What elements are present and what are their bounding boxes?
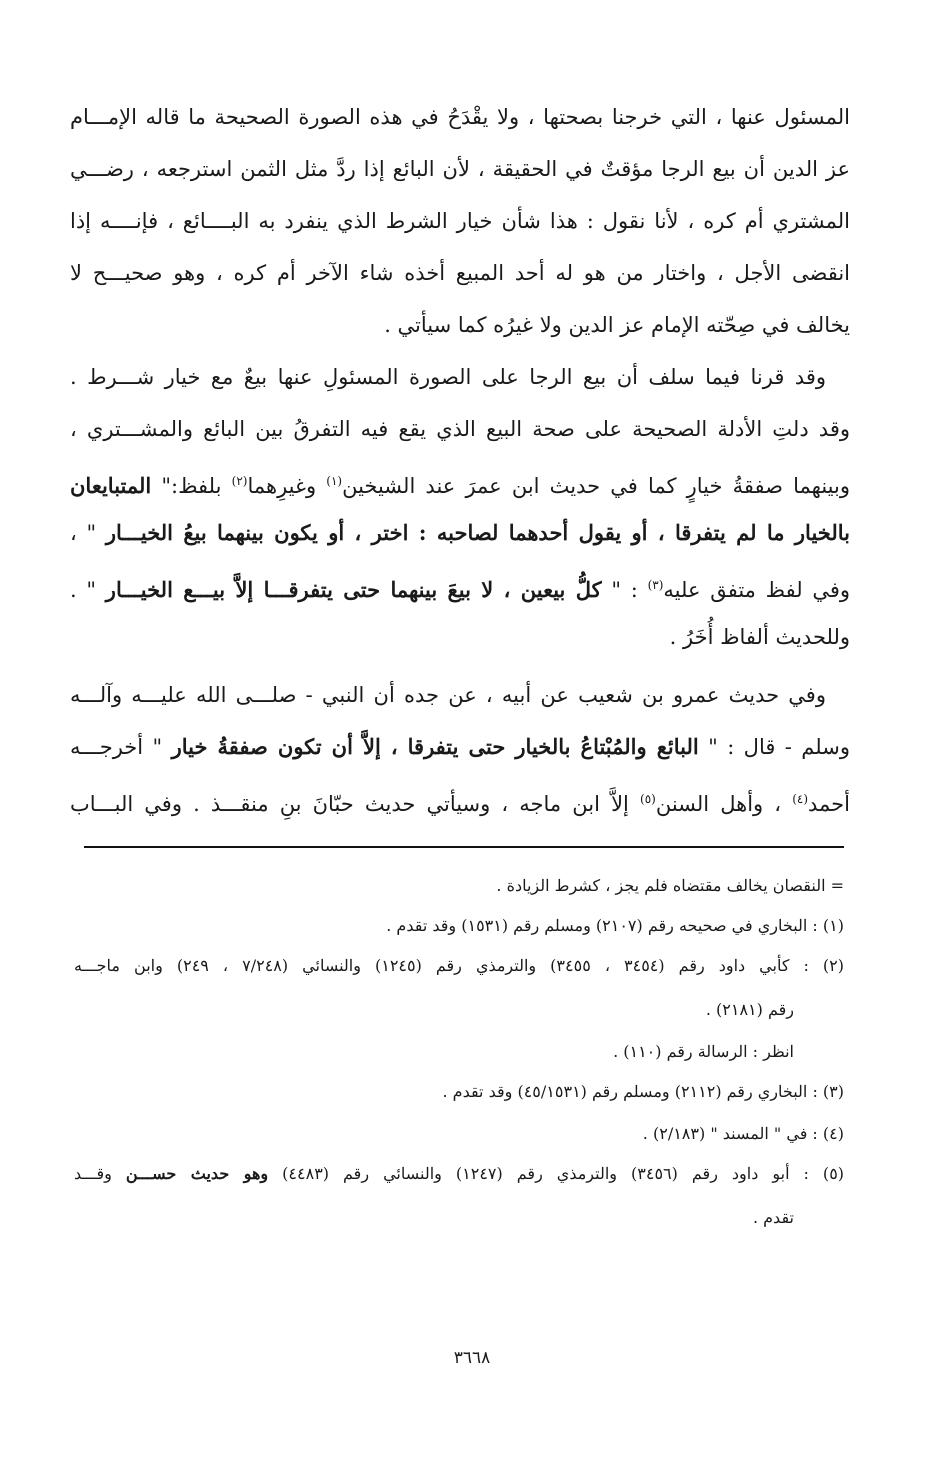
text-line-7: وقد دلتِ الأدلة الصحيحة على صحة البيع الذي يقع فيه التفرقُ بين البائع والمشـــتري ، bbox=[70, 417, 850, 441]
text-line-2: عز الدين أن بيع الرجا مؤقتٌ في الحقيقة ، لأن البائع إذا ردَّ مثل الثمن استرجعه ، رضـــي bbox=[70, 157, 850, 181]
footnote-2-note: انظر : الرسالة رقم (١١٠) . bbox=[613, 1042, 794, 1061]
hadith-text: بالخيار ما لم يتفرقا ، أو يقول أحدهما لصاحبه : اختر ، أو يكون بينهما بيعُ الخيـــار bbox=[105, 520, 850, 545]
text-line-5: يخالف في صِحّته الإمام عز الدين ولا غيرُه كما سيأتي . bbox=[384, 313, 850, 337]
text-line-9 bbox=[70, 508, 850, 558]
text-line-1: المسئول عنها ، التي خرجنا بصحتها ، ولا يقْدَحُ في هذه الصورة الصحيحة ما قاله الإمـــام bbox=[70, 105, 850, 129]
footnote-5 bbox=[74, 1154, 844, 1194]
footnote-3: (٣) : البخاري رقم (٢١١٢) ومسلم رقم (٤٥/١٥٣١) وقد تقدم . bbox=[442, 1082, 844, 1101]
text-span: (٥) : أبو داود رقم (٣٤٥٦) والترمذي رقم (١٢٤٧) والنسائي رقم (٤٤٨٣) bbox=[268, 1164, 845, 1183]
footnote-2: (٢) : كأبي داود رقم (٣٤٥٤ ، ٣٤٥٥) والترمذي رقم (١٢٤٥) والنسائي (٧/٢٤٨ ، ٢٤٩) وابن ماجـــه bbox=[74, 956, 844, 975]
text-line-11: وللحديث ألفاظ أُخَرُ . bbox=[669, 625, 850, 649]
text-line-3: المشتري أم كره ، لأنا نقول : هذا شأن خيار الشرط الذي ينفرد به البــــائع ، فإنــــه إذا bbox=[70, 209, 850, 233]
hadith-text: كلُّ بيعين ، لا بيعَ بينهما حتى يتفرقـــا إلاَّ بيـــع الخيـــار bbox=[105, 577, 602, 602]
text-span: ، وأهل السنن bbox=[655, 792, 793, 816]
text-line-6: وقد قرنا فيما سلف أن بيع الرجا على الصورة المسئولِ عنها بيعٌ مع خيار شـــرط . bbox=[70, 365, 826, 389]
footnote-ref-4: (٤) bbox=[792, 792, 809, 806]
hadith-text: المتبايعان bbox=[70, 473, 152, 498]
text-line-12: وفي حديث عمرو بن شعيب عن أبيه ، عن جده أن النبي - صلـــى الله عليـــه وآلـــه bbox=[70, 683, 826, 707]
text-span: بلفظ:" bbox=[151, 474, 232, 498]
text-span: إلاَّ ابن ماجه ، وسيأتي حديث حبّانَ بنِ منقـــذ . وفي البـــاب bbox=[70, 792, 640, 816]
footnote-2-cont: رقم (٢١٨١) . bbox=[705, 1000, 794, 1019]
text-span: وغيرِهما bbox=[247, 474, 327, 498]
text-span: : " bbox=[601, 578, 648, 602]
text-span: وسلم - قال : " bbox=[698, 735, 850, 759]
text-span: وبينهما صفقةُ خيارٍ كما في حديث ابن عمرَ عند الشيخين bbox=[342, 474, 850, 498]
text-span: " أخرجـــه bbox=[70, 735, 172, 759]
text-line-4: انقضى الأجل ، واختار من هو له أحد المبيع أخذه شاء الآخر أم كره ، وهو صحيـــح لا bbox=[70, 261, 850, 285]
footnote-5-cont: تقدم . bbox=[752, 1208, 794, 1227]
grading-text: وهو حديث حســـن bbox=[125, 1164, 269, 1183]
text-span: " . bbox=[70, 578, 106, 602]
footnote-continuation: = النقصان يخالف مقتضاه فلم يجز ، كشرط الزيادة . bbox=[496, 876, 844, 895]
text-line-14 bbox=[70, 774, 850, 824]
hadith-text: البائع والمُبْتاعُ بالخيار حتى يتفرقا ، إلاَّ أن تكون صفقةُ خيار bbox=[171, 734, 699, 759]
text-span: " ، bbox=[70, 521, 106, 545]
footnote-4: (٤) : في " المسند " (٢/١٨٣) . bbox=[642, 1124, 844, 1143]
footnote-1: (١) : البخاري في صحيحه رقم (٢١٠٧) ومسلم رقم (١٥٣١) وقد تقدم . bbox=[386, 916, 844, 935]
text-line-8 bbox=[70, 456, 850, 506]
text-span: أحمد bbox=[808, 792, 850, 816]
text-span: وفي لفظ متفق عليه bbox=[663, 578, 851, 602]
footnote-ref-1: (١) bbox=[326, 474, 343, 488]
text-span: وقـــد bbox=[74, 1164, 126, 1183]
footnote-divider bbox=[84, 846, 844, 848]
page-number: ٣٦٦٨ bbox=[453, 1348, 491, 1368]
footnote-ref-2: (٢) bbox=[231, 474, 248, 488]
text-line-10 bbox=[70, 560, 850, 610]
footnote-ref-3: (٣) bbox=[647, 578, 664, 592]
text-line-13 bbox=[70, 722, 850, 772]
footnote-ref-5: (٥) bbox=[640, 792, 656, 806]
